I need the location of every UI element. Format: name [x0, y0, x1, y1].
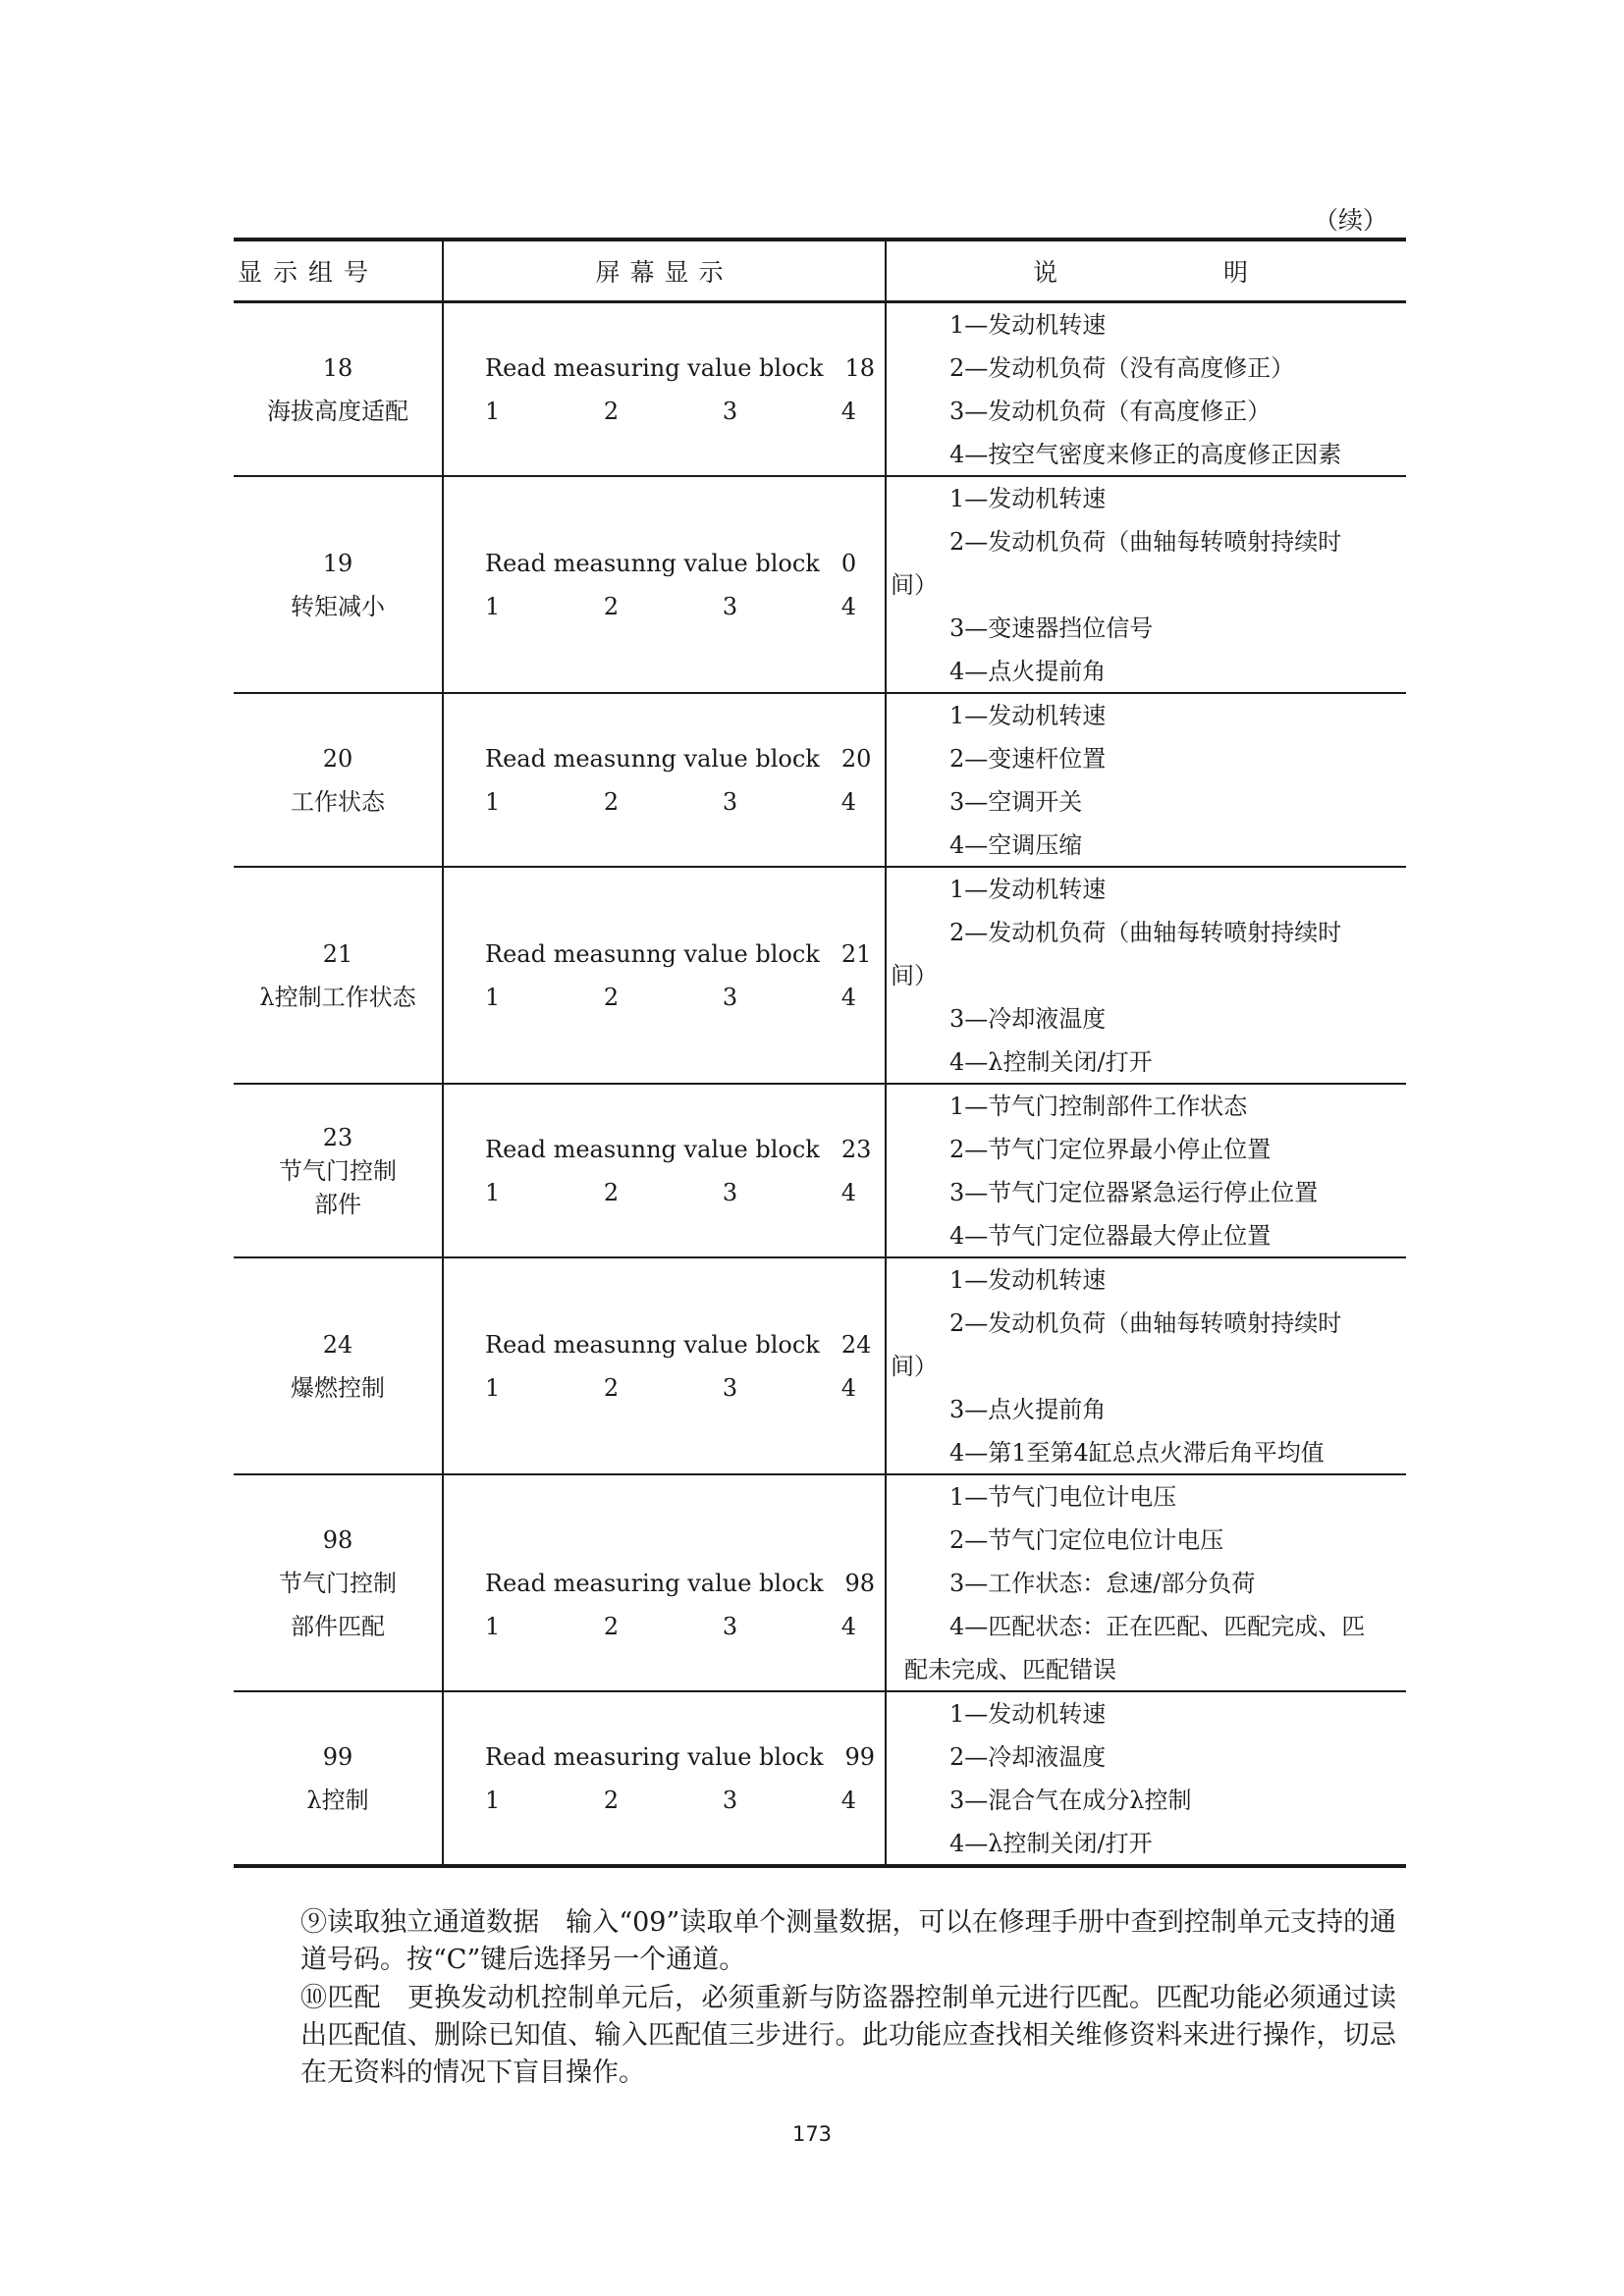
desc-item: 3—冷却液温度	[949, 1004, 1107, 1033]
field-numbers	[485, 1171, 856, 1214]
field-number: 2	[603, 1612, 620, 1640]
continued-label: （续）	[1314, 206, 1388, 235]
read-text: Read measuring value block	[485, 1569, 824, 1597]
read-text: Read measuring value block	[485, 353, 824, 382]
desc-item: 1—发动机转速	[949, 701, 1107, 729]
group-title: 节气门控制	[279, 1156, 397, 1185]
group-title: 部件	[314, 1190, 361, 1218]
paragraph-read-channel: ⑨读取独立通道数据 输入“09”读取单个测量数据，可以在修理手册中查到控制单元支持的通道号码。按“C”键后选择另一个通道。	[300, 1907, 1396, 1975]
field-number: 1	[485, 1373, 501, 1402]
screen-line	[485, 1323, 885, 1366]
field-number: 1	[485, 1786, 501, 1814]
desc-item: 4—按空气密度来修正的高度修正因素	[949, 440, 1342, 468]
field-number: 1	[485, 397, 501, 425]
desc-cell	[887, 1692, 1406, 1864]
desc-cell	[887, 694, 1406, 866]
read-text: Read measunng value block	[485, 1135, 820, 1163]
screen-cell	[444, 868, 887, 1083]
header-group: 显示组号	[234, 241, 444, 300]
screen-cell	[444, 303, 887, 475]
read-text: Read measunng value block	[485, 744, 820, 773]
group-title: 海拔高度适配	[267, 397, 408, 425]
header-desc: 说 明	[1032, 258, 1319, 287]
group-number: 19	[322, 549, 353, 577]
field-number: 3	[722, 1373, 738, 1402]
block-number: 21	[840, 939, 872, 968]
read-text: Read measunng value block	[485, 1330, 820, 1359]
field-numbers	[485, 1779, 856, 1822]
desc-item: 2—发动机负荷（没有高度修正）	[949, 353, 1295, 382]
field-number: 3	[722, 1786, 738, 1814]
desc-cell	[887, 1085, 1406, 1256]
field-number: 4	[840, 983, 856, 1011]
group-cell	[234, 477, 444, 692]
field-number: 4	[840, 1786, 856, 1814]
desc-item: 1—发动机转速	[949, 484, 1107, 512]
field-numbers	[485, 390, 856, 433]
field-number: 2	[603, 592, 620, 620]
read-text: Read measunng value block	[485, 939, 820, 968]
group-number: 23	[322, 1123, 353, 1151]
group-cell	[234, 868, 444, 1083]
desc-item: 4—第1至第4缸总点火滞后角平均值	[949, 1438, 1325, 1467]
desc-item: 2—节气门定位电位计电压	[949, 1525, 1224, 1554]
screen-line	[485, 542, 885, 585]
group-number: 21	[322, 939, 353, 968]
table-row	[234, 868, 1406, 1085]
field-number: 4	[840, 1373, 856, 1402]
desc-item: 3—工作状态：怠速/部分负荷	[949, 1569, 1256, 1597]
desc-item: 3—点火提前角	[949, 1395, 1107, 1423]
group-cell	[234, 1475, 444, 1690]
desc-item: 3—节气门定位器紧急运行停止位置	[949, 1178, 1319, 1206]
table-row	[234, 303, 1406, 477]
field-number: 3	[722, 592, 738, 620]
group-number: 98	[322, 1525, 353, 1554]
screen-cell	[444, 477, 887, 692]
table-row	[234, 1085, 1406, 1258]
table-row	[234, 1258, 1406, 1475]
screen-line	[485, 1128, 885, 1171]
read-text: Read measuring value block	[485, 1742, 824, 1771]
desc-cell	[887, 477, 1406, 692]
desc-item: 1—节气门控制部件工作状态	[949, 1092, 1248, 1120]
desc-item: 3—发动机负荷（有高度修正）	[949, 397, 1272, 425]
field-number: 4	[840, 787, 856, 816]
screen-line	[485, 737, 885, 780]
desc-item: 1—发动机转速	[949, 875, 1107, 903]
group-title: λ控制工作状态	[259, 983, 416, 1011]
desc-item: 2—变速杆位置	[949, 744, 1107, 773]
field-number: 1	[485, 787, 501, 816]
desc-item: 1—节气门电位计电压	[949, 1482, 1177, 1511]
field-number: 1	[485, 983, 501, 1011]
group-title: 部件匹配	[291, 1612, 385, 1640]
group-cell	[234, 1692, 444, 1864]
desc-item: 4—节气门定位器最大停止位置	[949, 1221, 1272, 1250]
screen-line	[485, 933, 885, 976]
desc-cell	[887, 1475, 1406, 1690]
desc-item: 4—匹配状态：正在匹配、匹配完成、匹	[949, 1612, 1366, 1640]
desc-item: 3—混合气在成分λ控制	[949, 1786, 1192, 1814]
group-number: 99	[322, 1742, 353, 1771]
data-block-table	[234, 238, 1406, 1868]
desc-cell	[887, 868, 1406, 1083]
field-number: 3	[722, 397, 738, 425]
desc-item: 3—空调开关	[949, 787, 1083, 816]
block-number: 20	[840, 744, 872, 773]
field-number: 2	[603, 983, 620, 1011]
screen-line	[485, 1562, 885, 1605]
desc-item: 2—冷却液温度	[949, 1742, 1107, 1771]
group-title: 节气门控制	[279, 1569, 397, 1597]
field-number: 4	[840, 397, 856, 425]
group-title: 转矩减小	[291, 592, 385, 620]
field-number: 3	[722, 1178, 738, 1206]
page-number: 173	[791, 2122, 833, 2146]
desc-item: 2—发动机负荷（曲轴每转喷射持续时	[949, 527, 1342, 556]
block-number: 24	[840, 1330, 872, 1359]
table-header	[234, 241, 1406, 303]
field-number: 3	[722, 787, 738, 816]
paragraph-matching: ⑩匹配 更换发动机控制单元后，必须重新与防盗器控制单元进行匹配。匹配功能必须通过读出匹配值、删除已知值、输入匹配值三步进行。此功能应查找相关维修资料来进行操作，切忌在无资料的情况下盲目操作。	[300, 1983, 1396, 2088]
group-cell	[234, 1258, 444, 1473]
table-row	[234, 694, 1406, 868]
group-title: 工作状态	[291, 787, 385, 816]
field-number: 2	[603, 397, 620, 425]
group-title: λ控制	[306, 1786, 369, 1814]
table-row	[234, 1475, 1406, 1692]
screen-cell	[444, 1475, 887, 1690]
desc-item: 2—发动机负荷（曲轴每转喷射持续时	[949, 1308, 1342, 1337]
field-numbers	[485, 1605, 856, 1648]
field-numbers	[485, 585, 856, 628]
screen-line	[485, 1735, 885, 1779]
field-number: 1	[485, 1612, 501, 1640]
field-numbers	[485, 1366, 856, 1410]
group-cell	[234, 694, 444, 866]
field-number: 4	[840, 592, 856, 620]
group-cell	[234, 1085, 444, 1256]
desc-item: 4—λ控制关闭/打开	[949, 1829, 1153, 1857]
field-number: 3	[722, 983, 738, 1011]
header-screen: 屏幕显示	[444, 241, 887, 300]
screen-cell	[444, 694, 887, 866]
desc-item: 配未完成、匹配错误	[904, 1655, 1116, 1683]
desc-item: 4—空调压缩	[949, 830, 1083, 859]
field-number: 4	[840, 1612, 856, 1640]
block-number: 0	[840, 549, 857, 577]
block-number: 18	[844, 353, 876, 382]
block-number: 98	[844, 1569, 876, 1597]
screen-cell	[444, 1258, 887, 1473]
desc-item: 4—λ控制关闭/打开	[949, 1047, 1153, 1076]
desc-item: 1—发动机转速	[949, 1265, 1107, 1294]
field-number: 1	[485, 592, 501, 620]
table-row	[234, 477, 1406, 694]
screen-cell	[444, 1692, 887, 1864]
field-number: 2	[603, 787, 620, 816]
desc-item: 间）	[891, 570, 938, 599]
field-number: 2	[603, 1373, 620, 1402]
desc-item: 间）	[891, 1352, 938, 1380]
field-number: 2	[603, 1786, 620, 1814]
field-number: 1	[485, 1178, 501, 1206]
desc-item: 3—变速器挡位信号	[949, 614, 1154, 642]
field-number: 2	[603, 1178, 620, 1206]
group-cell	[234, 303, 444, 475]
desc-item: 2—发动机负荷（曲轴每转喷射持续时	[949, 918, 1342, 946]
group-number: 24	[322, 1330, 353, 1359]
read-text: Read measunng value block	[485, 549, 820, 577]
desc-item: 间）	[891, 961, 938, 989]
desc-item: 4—点火提前角	[949, 657, 1107, 685]
desc-item: 1—发动机转速	[949, 1699, 1107, 1728]
block-number: 23	[840, 1135, 872, 1163]
desc-cell	[887, 1258, 1406, 1473]
group-number: 20	[322, 744, 353, 773]
desc-item: 2—节气门定位界最小停止位置	[949, 1135, 1272, 1163]
field-numbers	[485, 780, 856, 824]
field-numbers	[485, 976, 856, 1019]
block-number: 99	[844, 1742, 876, 1771]
desc-item: 1—发动机转速	[949, 310, 1107, 339]
desc-cell	[887, 303, 1406, 475]
table-row	[234, 1692, 1406, 1864]
screen-cell	[444, 1085, 887, 1256]
screen-line	[485, 347, 885, 390]
field-number: 3	[722, 1612, 738, 1640]
field-number: 4	[840, 1178, 856, 1206]
group-number: 18	[322, 353, 353, 382]
group-title: 爆燃控制	[291, 1373, 385, 1402]
